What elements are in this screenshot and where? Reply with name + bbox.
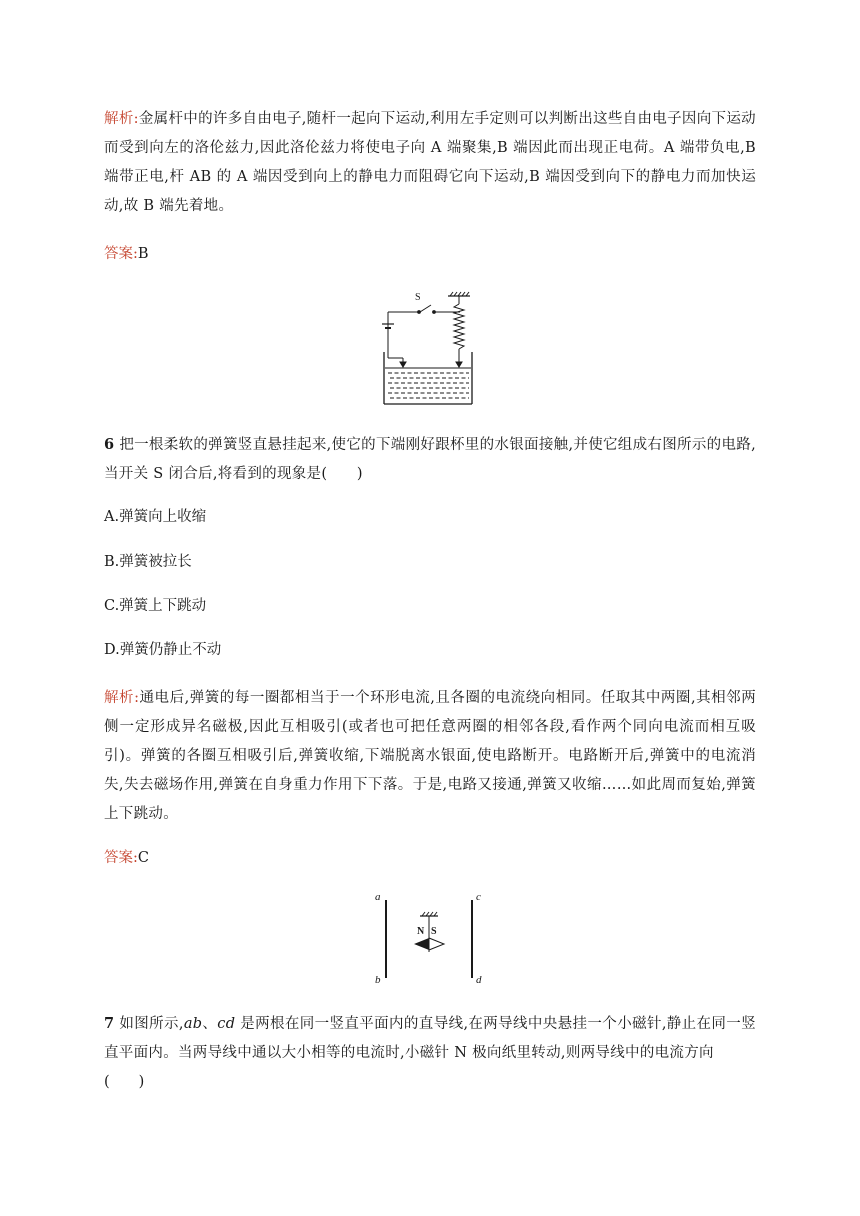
needle-south-label: S — [431, 926, 437, 937]
answer-value: C — [137, 850, 149, 866]
switch-label: S — [415, 292, 421, 303]
analysis-label: 解析: — [104, 690, 140, 706]
analysis-paragraph-2 — [104, 684, 756, 829]
answer-line-2 — [104, 848, 149, 868]
answer-value: B — [137, 246, 149, 262]
option-c: C.弹簧上下跳动 — [104, 598, 207, 614]
question-text-2: 、 — [202, 1016, 218, 1032]
question-7-stem — [104, 1009, 756, 1068]
question-text-1: 如图所示, — [119, 1016, 184, 1032]
answer-label: 答案: — [104, 246, 138, 262]
option-a: A.弹簧向上收缩 — [104, 509, 207, 525]
wire-label-b: b — [375, 974, 381, 986]
wire-label-c: c — [476, 891, 481, 903]
answer-bracket: ( ) — [104, 1074, 145, 1090]
answer-line-1 — [104, 244, 149, 264]
wire-name-cd: cd — [217, 1016, 236, 1032]
question-text-3: 是两根在同一竖直平面内的直导线,在两导线中央悬挂一个小磁针,静止在同一竖直平面内。当两导线中通以大小相等的电流时,小磁针 N 极向纸里转动,则两导线中的电流方向 — [104, 1016, 756, 1061]
option-d: D.弹簧仍静止不动 — [104, 642, 222, 658]
wire-label-a: a — [375, 891, 381, 903]
question-number: 6 — [104, 436, 115, 453]
wire-label-d: d — [476, 974, 482, 986]
answer-label: 答案: — [104, 850, 138, 866]
analysis-text: 金属杆中的许多自由电子,随杆一起向下运动,利用左手定则可以判断出这些自由电子因向下运动而受到向左的洛伦兹力,因此洛伦兹力将使电子向 A 端聚集,B 端因此而出现正电荷。A 端带负电,B 端带正电,杆 AB 的 A 端因受到向上的静电力而阻碍它向下运动,B 端因受到向下的静电力而加快运动,故 B 端先着地。 — [104, 111, 756, 214]
needle-north-label: N — [417, 926, 425, 937]
wire-name-ab: ab — [183, 1016, 203, 1032]
spring-circuit-figure — [378, 286, 478, 410]
analysis-label: 解析: — [104, 111, 139, 127]
question-number: 7 — [104, 1015, 115, 1032]
analysis-paragraph-1 — [104, 105, 756, 221]
option-b: B.弹簧被拉长 — [104, 554, 192, 570]
question-text: 把一根柔软的弹簧竖直悬挂起来,使它的下端刚好跟杯里的水银面接触,并使它组成右图所示的电路,当开关 S 闭合后,将看到的现象是( ) — [104, 437, 756, 482]
analysis-text: 通电后,弹簧的每一圈都相当于一个环形电流,且各圈的电流绕向相同。任取其中两圈,其相邻两侧一定形成异名磁极,因此互相吸引(或者也可把任意两圈的相邻各段,看作两个同向电流而相互吸引)。弹簧的各圈互相吸引后,弹簧收缩,下端脱离水银面,使电路断开。电路断开后,弹簧中的电流消失,失去磁场作用,弹簧在自身重力作用下下落。于是,电路又接通,弹簧又收缩……如此周而复始,弹簧上下跳动。 — [104, 690, 756, 822]
wires-magnet-figure — [370, 888, 490, 988]
question-6-stem — [104, 430, 756, 489]
